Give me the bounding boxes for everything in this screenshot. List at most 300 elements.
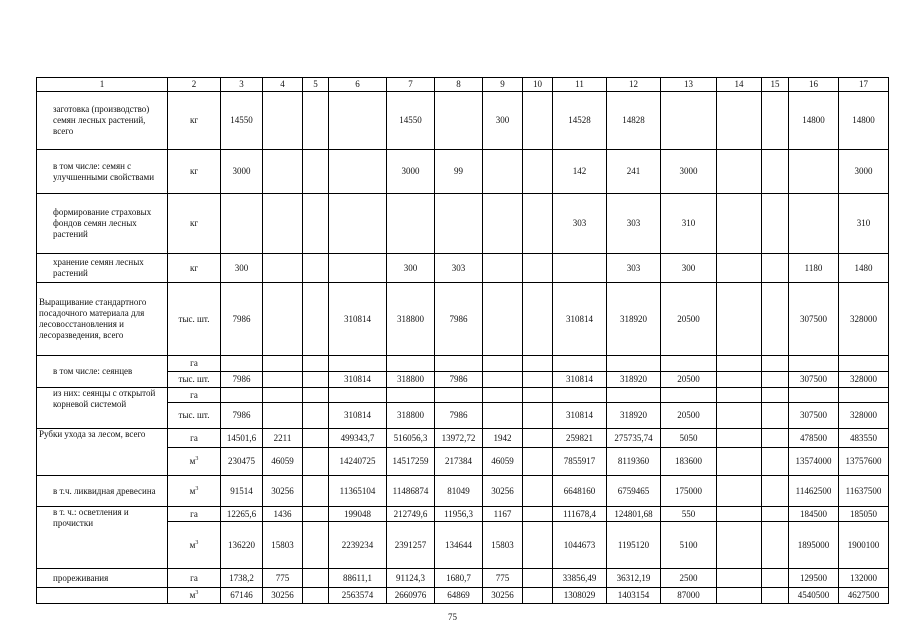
value-cell: [762, 569, 789, 588]
value-cell: [523, 569, 553, 588]
value-cell: [303, 522, 329, 569]
value-cell: 310814: [329, 372, 387, 388]
value-cell: 11365104: [329, 476, 387, 507]
column-header: 1: [37, 78, 168, 92]
value-cell: 303: [607, 194, 661, 254]
value-cell: 36312,19: [607, 569, 661, 588]
value-cell: 318920: [607, 372, 661, 388]
value-cell: 14550: [221, 92, 263, 150]
unit-text: кг: [189, 262, 199, 273]
value-cell: [221, 356, 263, 372]
value-cell: [762, 283, 789, 356]
value-cell: 11486874: [387, 476, 435, 507]
value-cell: 30256: [483, 588, 523, 604]
value-cell: 129500: [789, 569, 839, 588]
value-cell: [523, 507, 553, 522]
value-cell: 1680,7: [435, 569, 483, 588]
unit-cell: [168, 92, 221, 150]
unit-text: кг: [189, 166, 199, 176]
value-cell: [717, 448, 762, 476]
value-cell: 14517259: [387, 448, 435, 476]
value-cell: [263, 254, 303, 283]
value-cell: [303, 507, 329, 522]
value-cell: 5050: [661, 429, 717, 448]
value-cell: 1167: [483, 507, 523, 522]
value-cell: [553, 254, 607, 283]
value-cell: 478500: [789, 429, 839, 448]
column-header: 10: [523, 78, 553, 92]
unit-cell: [168, 388, 221, 403]
value-cell: [762, 448, 789, 476]
value-cell: [523, 522, 553, 569]
value-cell: [435, 194, 483, 254]
value-cell: 328000: [839, 403, 889, 429]
column-header: 7: [387, 78, 435, 92]
value-cell: 307500: [789, 372, 839, 388]
value-cell: 33856,49: [553, 569, 607, 588]
value-cell: 1195120: [607, 522, 661, 569]
table-row: [37, 569, 889, 588]
unit-text: тыс. шт.: [178, 374, 210, 384]
page-number: 75: [448, 612, 457, 622]
unit-cell: [168, 429, 221, 448]
value-cell: 1895000: [789, 522, 839, 569]
unit-text: м: [189, 539, 196, 550]
value-cell: [762, 150, 789, 194]
value-cell: 14240725: [329, 448, 387, 476]
value-cell: 183600: [661, 448, 717, 476]
value-cell: [717, 569, 762, 588]
table-row: [37, 254, 889, 283]
value-cell: 300: [387, 254, 435, 283]
value-cell: [263, 403, 303, 429]
value-cell: [221, 194, 263, 254]
value-cell: [717, 283, 762, 356]
column-header: 4: [263, 78, 303, 92]
value-cell: 275735,74: [607, 429, 661, 448]
value-cell: 7986: [221, 283, 263, 356]
value-cell: 775: [483, 569, 523, 588]
value-cell: 3000: [221, 150, 263, 194]
value-cell: 6648160: [553, 476, 607, 507]
unit-cell: [168, 283, 221, 356]
value-cell: [762, 254, 789, 283]
unit-text: га: [190, 389, 198, 400]
value-cell: [789, 194, 839, 254]
value-cell: [303, 588, 329, 604]
value-cell: 2660976: [387, 588, 435, 604]
unit-text: тыс. шт.: [178, 313, 210, 324]
value-cell: 30256: [263, 588, 303, 604]
value-cell: [661, 356, 717, 372]
unit-superscript: 3: [195, 539, 199, 546]
unit-superscript: 3: [195, 456, 199, 462]
value-cell: [303, 372, 329, 388]
table-row: [37, 356, 889, 372]
value-cell: 2239234: [329, 522, 387, 569]
unit-text: м: [189, 485, 196, 496]
value-cell: [839, 388, 889, 403]
value-cell: [303, 194, 329, 254]
value-cell: [789, 356, 839, 372]
column-header: 2: [168, 78, 221, 92]
value-cell: [553, 388, 607, 403]
value-cell: 318800: [387, 403, 435, 429]
value-cell: [523, 372, 553, 388]
value-cell: 1308029: [553, 588, 607, 604]
value-cell: [717, 92, 762, 150]
value-cell: 184500: [789, 507, 839, 522]
value-cell: 12265,6: [221, 507, 263, 522]
value-cell: 303: [435, 254, 483, 283]
value-cell: 3000: [387, 150, 435, 194]
value-cell: 318800: [387, 283, 435, 356]
value-cell: 1044673: [553, 522, 607, 569]
column-header: 15: [762, 78, 789, 92]
value-cell: [762, 372, 789, 388]
value-cell: [329, 194, 387, 254]
value-cell: [263, 388, 303, 403]
row-label: Выращивание стандартного посадочного материала для лесовосстановления и лесоразведения, всего: [37, 283, 168, 356]
value-cell: [661, 92, 717, 150]
value-cell: [717, 522, 762, 569]
value-cell: 88611,1: [329, 569, 387, 588]
value-cell: [263, 283, 303, 356]
value-cell: 2211: [263, 429, 303, 448]
header-row: [37, 78, 889, 92]
value-cell: [762, 194, 789, 254]
value-cell: 14828: [607, 92, 661, 150]
column-header: 13: [661, 78, 717, 92]
value-cell: 310814: [329, 283, 387, 356]
value-cell: [303, 403, 329, 429]
value-cell: [303, 569, 329, 588]
column-header: 5: [303, 78, 329, 92]
column-header: 9: [483, 78, 523, 92]
unit-cell: [168, 588, 221, 604]
value-cell: 2391257: [387, 522, 435, 569]
unit-cell: [168, 403, 221, 429]
value-cell: 307500: [789, 283, 839, 356]
value-cell: 310814: [553, 403, 607, 429]
unit-cell: [168, 150, 221, 194]
value-cell: 46059: [263, 448, 303, 476]
value-cell: 8119360: [607, 448, 661, 476]
value-cell: 1436: [263, 507, 303, 522]
value-cell: [762, 507, 789, 522]
row-label: в том числе: сеянцев: [37, 356, 168, 388]
value-cell: [661, 388, 717, 403]
value-cell: [221, 388, 263, 403]
value-cell: 7855917: [553, 448, 607, 476]
value-cell: [523, 429, 553, 448]
value-cell: 217384: [435, 448, 483, 476]
column-header: 14: [717, 78, 762, 92]
value-cell: [387, 356, 435, 372]
value-cell: 303: [607, 254, 661, 283]
value-cell: 14800: [839, 92, 889, 150]
value-cell: 13757600: [839, 448, 889, 476]
value-cell: [839, 356, 889, 372]
value-cell: 13574000: [789, 448, 839, 476]
value-cell: 303: [553, 194, 607, 254]
unit-text: м: [189, 456, 196, 466]
unit-text: га: [190, 432, 198, 443]
value-cell: [329, 388, 387, 403]
value-cell: 2563574: [329, 588, 387, 604]
value-cell: [435, 92, 483, 150]
value-cell: 1180: [789, 254, 839, 283]
row-label: в т.ч. ликвидная древесина: [37, 476, 168, 507]
value-cell: 175000: [661, 476, 717, 507]
value-cell: [717, 194, 762, 254]
value-cell: 91514: [221, 476, 263, 507]
value-cell: 199048: [329, 507, 387, 522]
value-cell: [263, 372, 303, 388]
value-cell: 2500: [661, 569, 717, 588]
column-header: 3: [221, 78, 263, 92]
value-cell: [263, 194, 303, 254]
value-cell: [553, 356, 607, 372]
value-cell: [717, 588, 762, 604]
value-cell: 11462500: [789, 476, 839, 507]
value-cell: [523, 150, 553, 194]
value-cell: [762, 429, 789, 448]
value-cell: 7986: [221, 403, 263, 429]
table-row: [37, 476, 889, 507]
value-cell: 300: [661, 254, 717, 283]
value-cell: 1738,2: [221, 569, 263, 588]
value-cell: [303, 448, 329, 476]
value-cell: 4540500: [789, 588, 839, 604]
value-cell: 300: [221, 254, 263, 283]
value-cell: [607, 388, 661, 403]
forest-report-table: [36, 77, 889, 604]
value-cell: 134644: [435, 522, 483, 569]
value-cell: 14501,6: [221, 429, 263, 448]
value-cell: [303, 254, 329, 283]
value-cell: [263, 92, 303, 150]
column-header: 11: [553, 78, 607, 92]
value-cell: 99: [435, 150, 483, 194]
value-cell: [435, 356, 483, 372]
value-cell: [717, 403, 762, 429]
row-label: в т. ч.: осветления и прочистки: [37, 507, 168, 569]
table-row: [37, 92, 889, 150]
row-label: формирование страховых фондов семян лесных растений: [37, 194, 168, 254]
value-cell: 6759465: [607, 476, 661, 507]
value-cell: 11637500: [839, 476, 889, 507]
value-cell: 46059: [483, 448, 523, 476]
value-cell: 124801,68: [607, 507, 661, 522]
value-cell: 310: [661, 194, 717, 254]
value-cell: [523, 476, 553, 507]
value-cell: [303, 356, 329, 372]
value-cell: 111678,4: [553, 507, 607, 522]
value-cell: [717, 150, 762, 194]
value-cell: [789, 150, 839, 194]
value-cell: 1403154: [607, 588, 661, 604]
value-cell: 7986: [221, 372, 263, 388]
value-cell: [523, 283, 553, 356]
value-cell: 483550: [839, 429, 889, 448]
value-cell: 318920: [607, 283, 661, 356]
value-cell: 20500: [661, 372, 717, 388]
table-row: [37, 194, 889, 254]
value-cell: 15803: [483, 522, 523, 569]
value-cell: [717, 372, 762, 388]
value-cell: [263, 150, 303, 194]
value-cell: [329, 356, 387, 372]
value-cell: 5100: [661, 522, 717, 569]
value-cell: [483, 194, 523, 254]
unit-cell: [168, 254, 221, 283]
value-cell: [483, 254, 523, 283]
unit-text: тыс. шт.: [178, 410, 210, 420]
table-row: [37, 388, 889, 403]
unit-cell: [168, 194, 221, 254]
value-cell: [762, 476, 789, 507]
value-cell: 7986: [435, 372, 483, 388]
value-cell: [762, 92, 789, 150]
value-cell: 550: [661, 507, 717, 522]
value-cell: 11956,3: [435, 507, 483, 522]
table-row: [37, 283, 889, 356]
value-cell: [329, 254, 387, 283]
value-cell: 91124,3: [387, 569, 435, 588]
value-cell: 7986: [435, 403, 483, 429]
unit-text: га: [190, 358, 198, 368]
value-cell: [717, 476, 762, 507]
value-cell: [303, 429, 329, 448]
column-header: 17: [839, 78, 889, 92]
column-header: 16: [789, 78, 839, 92]
value-cell: [717, 356, 762, 372]
value-cell: 1942: [483, 429, 523, 448]
value-cell: 318920: [607, 403, 661, 429]
value-cell: 259821: [553, 429, 607, 448]
value-cell: [303, 283, 329, 356]
value-cell: [303, 150, 329, 194]
row-label: прореживания: [37, 569, 168, 588]
unit-superscript: 3: [195, 590, 199, 596]
value-cell: 499343,7: [329, 429, 387, 448]
value-cell: 14550: [387, 92, 435, 150]
value-cell: [523, 448, 553, 476]
row-label: Рубки ухода за лесом, всего: [37, 429, 168, 476]
value-cell: 1480: [839, 254, 889, 283]
value-cell: 230475: [221, 448, 263, 476]
unit-superscript: 3: [195, 485, 199, 492]
table-row: [37, 429, 889, 448]
table-row: [37, 588, 889, 604]
value-cell: [762, 588, 789, 604]
value-cell: 300: [483, 92, 523, 150]
value-cell: [762, 388, 789, 403]
value-cell: [329, 92, 387, 150]
row-label: в том числе: семян с улучшенными свойствами: [37, 150, 168, 194]
value-cell: 310814: [329, 403, 387, 429]
value-cell: 4627500: [839, 588, 889, 604]
unit-text: га: [190, 508, 198, 519]
value-cell: 3000: [661, 150, 717, 194]
value-cell: 132000: [839, 569, 889, 588]
value-cell: 14800: [789, 92, 839, 150]
unit-text: кг: [189, 115, 199, 125]
value-cell: 64869: [435, 588, 483, 604]
value-cell: [762, 403, 789, 429]
value-cell: 241: [607, 150, 661, 194]
value-cell: [483, 150, 523, 194]
value-cell: [717, 254, 762, 283]
unit-cell: [168, 372, 221, 388]
value-cell: 87000: [661, 588, 717, 604]
unit-cell: [168, 356, 221, 372]
value-cell: [789, 388, 839, 403]
unit-cell: [168, 507, 221, 522]
value-cell: [607, 356, 661, 372]
value-cell: [483, 356, 523, 372]
value-cell: 81049: [435, 476, 483, 507]
value-cell: [483, 403, 523, 429]
value-cell: [717, 507, 762, 522]
value-cell: [762, 356, 789, 372]
value-cell: 307500: [789, 403, 839, 429]
row-label: из них: сеянцы с открытой корневой системой: [37, 388, 168, 429]
value-cell: 328000: [839, 283, 889, 356]
value-cell: 20500: [661, 283, 717, 356]
unit-cell: [168, 522, 221, 569]
value-cell: [483, 283, 523, 356]
table-row: [37, 507, 889, 522]
value-cell: [717, 429, 762, 448]
value-cell: [523, 92, 553, 150]
value-cell: 136220: [221, 522, 263, 569]
value-cell: [523, 194, 553, 254]
unit-text: га: [190, 572, 198, 583]
value-cell: 142: [553, 150, 607, 194]
value-cell: 310814: [553, 283, 607, 356]
value-cell: [387, 388, 435, 403]
unit-cell: [168, 569, 221, 588]
unit-cell: [168, 448, 221, 476]
value-cell: [303, 388, 329, 403]
value-cell: 13972,72: [435, 429, 483, 448]
value-cell: [523, 403, 553, 429]
value-cell: 328000: [839, 372, 889, 388]
unit-text: м: [189, 590, 196, 600]
column-header: 6: [329, 78, 387, 92]
value-cell: 67146: [221, 588, 263, 604]
value-cell: 14528: [553, 92, 607, 150]
value-cell: 30256: [263, 476, 303, 507]
value-cell: [483, 372, 523, 388]
value-cell: 212749,6: [387, 507, 435, 522]
row-label: [37, 588, 168, 604]
value-cell: 20500: [661, 403, 717, 429]
column-header: 8: [435, 78, 483, 92]
value-cell: [523, 356, 553, 372]
value-cell: [263, 356, 303, 372]
value-cell: 516056,3: [387, 429, 435, 448]
row-label: заготовка (производство) семян лесных растений, всего: [37, 92, 168, 150]
value-cell: [303, 476, 329, 507]
table-row: [37, 150, 889, 194]
value-cell: 30256: [483, 476, 523, 507]
value-cell: 1900100: [839, 522, 889, 569]
column-header: 12: [607, 78, 661, 92]
unit-cell: [168, 476, 221, 507]
